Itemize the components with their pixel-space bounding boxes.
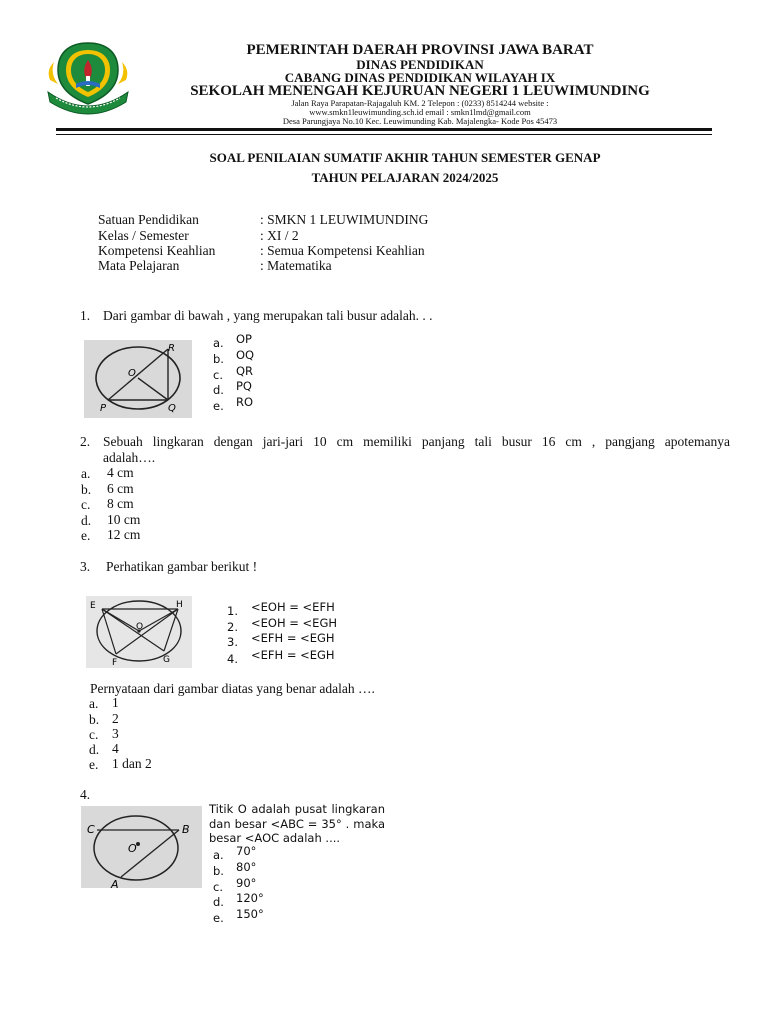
q1-circle-figure [84,340,192,418]
q4-label-a: A [111,878,119,888]
q3-label-f: F [112,658,118,668]
header-school-name: SEKOLAH MENENGAH KEJURUAN NEGERI 1 LEUWIMUNDING [190,83,650,99]
info-label: Kelas / Semester [98,228,189,243]
header-village: Desa Parungjaya No.10 Kec. Leuwimunding Kab. Majalengka- Kode Pos 45473 [282,116,558,126]
option-text: 90° [236,876,257,890]
option-letter: d. [89,742,100,757]
option-text: 4 [112,741,119,756]
statement-text: <EFH = <EGH [251,631,335,645]
option-letter: b. [213,864,224,878]
q4-label-c: C [87,823,95,836]
info-label: Satuan Pendidikan [98,212,199,227]
option-text: 6 cm [107,481,134,496]
option-text: 1 [112,695,119,710]
statement-number: 4. [227,652,238,666]
info-value: : Matematika [260,258,332,273]
option-letter: b. [89,712,100,727]
header-divider-thin [56,134,712,135]
option-text: QR [236,364,254,378]
option-letter: c. [81,497,91,512]
q2-text-line1: Sebuah lingkaran dengan jari-jari 10 cm memiliki panjang tali busur 16 cm , pangjang apotemanya [103,434,730,449]
option-text: 8 cm [107,496,134,511]
option-letter: e. [81,528,91,543]
option-text: 4 cm [107,465,134,480]
statement-number: 1. [227,604,238,618]
option-text: 120° [236,891,264,905]
option-letter: a. [213,848,224,862]
option-text: OP [236,332,252,346]
academic-year: TAHUN PELAJARAN 2024/2025 [311,170,499,185]
statement-number: 3. [227,635,238,649]
option-letter: e. [213,911,224,925]
q2-option-e[interactable] [81,527,141,545]
statement-number: 2. [227,620,238,634]
option-text: 3 [112,726,119,741]
q3-label-e: E [90,601,96,611]
header-divider-thick [56,128,712,131]
q3-text: Perhatikan gambar berikut ! [106,559,258,574]
option-letter: a. [89,696,99,711]
header-government: PEMERINTAH DAERAH PROVINSI JAWA BARAT [246,42,594,58]
option-letter: a. [81,466,91,481]
q4-text-line3: besar <AOC adalah .... [209,831,341,845]
option-letter: d. [213,895,224,909]
q4-text-line2: dan besar <ABC = 35° . maka [209,817,385,831]
q1-label-o: O [128,368,136,379]
statement-text: <EOH = <EFH [251,600,335,614]
option-letter: c. [213,880,223,894]
header-address: Jalan Raya Parapatan-Rajagaluh KM. 2 Telepon : (0233) 8514244 website : [291,98,549,108]
option-text: PQ [236,379,252,393]
option-text: RO [236,395,254,409]
header-contact: www.smkn1leuwimunding.sch.id email : smkn1lmd@gmail.com [309,107,531,117]
q2-text-line2: adalah…. [103,450,156,465]
option-text: 150° [236,907,264,921]
option-letter: d. [213,383,224,397]
q3-number: 3. [80,559,91,574]
option-letter: d. [81,513,92,528]
exam-title: SOAL PENILAIAN SUMATIF AKHIR TAHUN SEMESTER GENAP [209,150,601,165]
statement-text: <EFH = <EGH [251,648,335,662]
q3-prompt: Pernyataan dari gambar diatas yang benar adalah …. [90,681,375,696]
option-text: OQ [236,348,255,362]
q1-label-r: R [168,343,175,354]
q4-text-line1: Titik O adalah pusat lingkaran [209,802,385,816]
option-letter: c. [89,727,99,742]
q4-option-e[interactable] [213,907,264,926]
statement-text: <EOH = <EGH [251,616,338,630]
q1-text: Dari gambar di bawah , yang merupakan tali busur adalah. . . [103,308,433,323]
q4-label-b: B [182,823,190,836]
q3-label-g: G [163,655,170,665]
q3-label-o: O [136,622,144,632]
q3-statement-4 [227,648,335,667]
info-value: : SMKN 1 LEUWIMUNDING [260,212,429,227]
q4-number: 4. [80,787,91,802]
q3-option-e[interactable] [89,756,152,774]
header-department: DINAS PENDIDIKAN [356,57,484,72]
school-logo [46,40,130,116]
info-value: : Semua Kompetensi Keahlian [260,243,425,258]
q4-circle-figure [81,806,202,888]
info-label: Kompetensi Keahlian [98,243,216,258]
info-label: Mata Pelajaran [98,258,180,273]
option-letter: b. [81,482,92,497]
q1-label-q: Q [168,403,176,414]
option-text: 80° [236,860,257,874]
header-branch: CABANG DINAS PENDIDIKAN WILAYAH IX [284,70,556,85]
option-letter: c. [213,368,223,382]
option-text: 12 cm [107,527,141,542]
q1-number: 1. [80,308,91,323]
q3-label-h: H [176,600,183,610]
q1-option-e[interactable] [213,395,254,414]
q3-circle-figure [86,596,192,668]
q2-number: 2. [80,434,91,449]
option-text: 2 [112,711,119,726]
q1-label-p: P [100,403,107,414]
option-letter: a. [213,336,224,350]
option-text: 10 cm [107,512,141,527]
option-letter: e. [89,757,99,772]
q4-label-o: O [128,842,137,855]
option-text: 70° [236,844,257,858]
option-letter: e. [213,399,224,413]
info-value: : XI / 2 [260,228,299,243]
option-text: 1 dan 2 [112,756,152,771]
option-letter: b. [213,352,224,366]
